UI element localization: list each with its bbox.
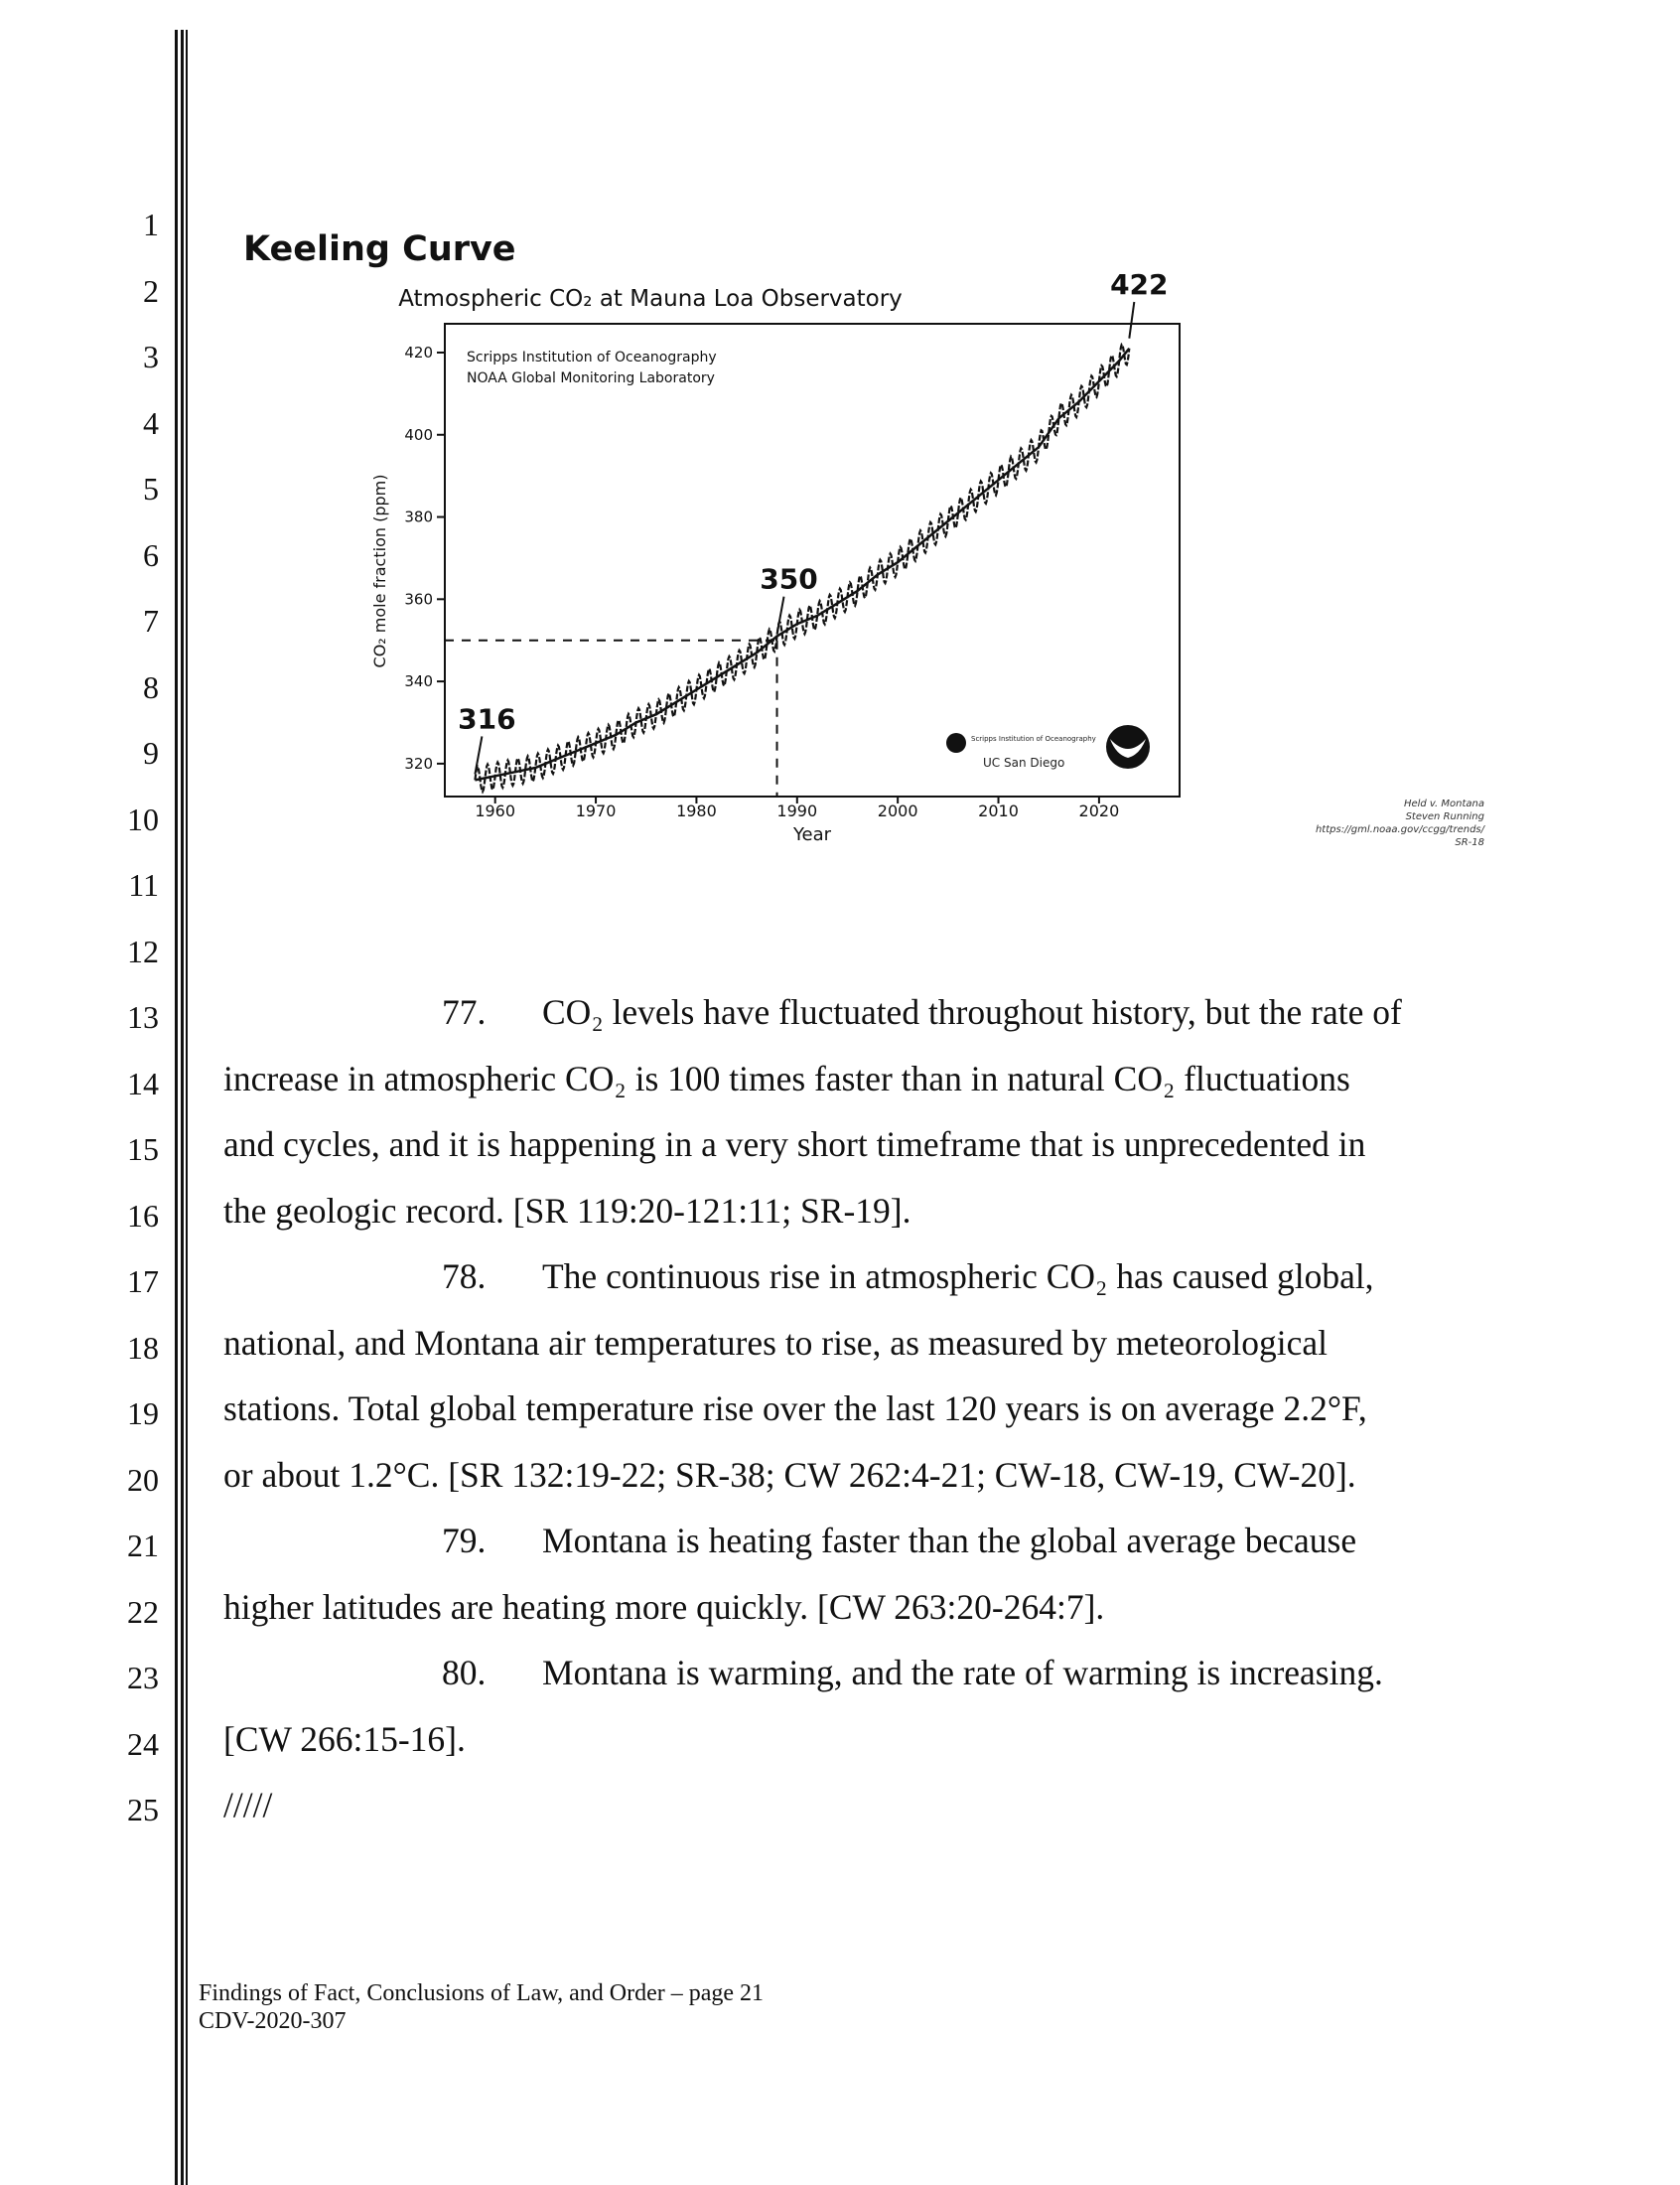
line-number: 1: [143, 207, 159, 242]
x-tick-label: 2020: [1078, 801, 1120, 820]
paragraph-number: 78.: [442, 1256, 487, 1296]
p78-line-2: national, and Montana air temperatures to rise, as measured by meteorological: [223, 1322, 1328, 1363]
trailing-mark: /////: [223, 1785, 273, 1824]
annotation-label: 350: [760, 562, 818, 596]
margin-rule-left-1: [175, 30, 178, 2185]
p79-line-1: 79. Montana is heating faster than the global average because: [223, 1508, 1484, 1574]
line-number: 16: [127, 1197, 159, 1234]
svg-text:Scripps Institution of Oceanog: Scripps Institution of Oceanography: [971, 735, 1096, 743]
paragraph-number: 79.: [442, 1521, 487, 1560]
x-tick-label: 2010: [978, 801, 1019, 820]
figure-credit: [1206, 798, 1484, 849]
line-number: 24: [127, 1725, 159, 1762]
p78-line-1: 78. The continuous rise in atmospheric CO₂ has caused global,: [223, 1243, 1484, 1310]
line-number: 23: [127, 1660, 159, 1695]
y-axis-ticks: [404, 344, 445, 773]
p77-line-3: and cycles, and it is happening in a very short timeframe that is unprecedented in: [223, 1124, 1366, 1164]
line-number: 10: [127, 801, 159, 837]
line-number: 25: [127, 1792, 159, 1827]
line-number: 12: [127, 933, 159, 969]
p77-line-1: 77. CO₂ levels have fluctuated throughout history, but the rate of: [223, 979, 1484, 1046]
line-number: 21: [127, 1528, 159, 1563]
p78-line-3: stations. Total global temperature rise over the last 120 years is on average 2.2°F,: [223, 1388, 1367, 1428]
x-tick-label: 1960: [475, 801, 516, 820]
legend-line-2: NOAA Global Monitoring Laboratory: [467, 370, 715, 386]
line-number: 11: [128, 867, 159, 903]
svg-text:NOAA: NOAA: [1119, 772, 1137, 779]
line-number: 9: [143, 735, 159, 771]
line-number: 4: [143, 404, 159, 441]
line-number: 15: [127, 1131, 159, 1167]
chart-title: Atmospheric CO₂ at Mauna Loa Observatory: [398, 286, 903, 312]
y-tick-label: 420: [404, 343, 433, 362]
y-axis-label: CO₂ mole fraction (ppm): [370, 474, 389, 668]
page-footer: [199, 1979, 764, 2035]
x-tick-label: 1990: [776, 801, 818, 820]
line-number: 14: [127, 1065, 159, 1101]
p80-line-2: [CW 266:15-16].: [223, 1718, 466, 1759]
line-number: 20: [127, 1461, 159, 1498]
margin-rule-left-2: [181, 30, 184, 2185]
y-tick-label: 360: [404, 590, 433, 609]
ucsd-logo: UC San Diego: [983, 756, 1065, 770]
line-number: 2: [143, 272, 159, 309]
line-number: 3: [143, 339, 159, 374]
credit-line-2: Steven Running: [1405, 811, 1484, 822]
line-number: 6: [143, 536, 159, 573]
footer-case-number: CDV-2020-307: [199, 2008, 347, 2034]
plot-frame: [445, 324, 1180, 797]
credit-line-3: https://gml.noaa.gov/ccgg/trends/: [1315, 824, 1484, 835]
p79-line-2: higher latitudes are heating more quickly. [CW 263:20-264:7].: [223, 1586, 1105, 1627]
line-number: 18: [127, 1329, 159, 1366]
annotation-pointer: [1129, 302, 1134, 339]
p77-line-4: the geologic record. [SR 119:20-121:11; SR-19].: [223, 1190, 911, 1231]
p78-line-4: or about 1.2°C. [SR 132:19-22; SR-38; CW 262:4-21; CW-18, CW-19, CW-20].: [223, 1454, 1356, 1495]
annotation-label: 316: [458, 702, 516, 736]
x-tick-label: 1980: [676, 801, 717, 820]
scripps-logo: [946, 733, 1096, 753]
y-tick-label: 320: [404, 754, 433, 773]
line-number: 17: [127, 1263, 159, 1299]
credit-line-1: Held v. Montana: [1403, 799, 1484, 809]
co2-chart: [228, 228, 1519, 874]
annotation-label: 422: [1110, 268, 1169, 301]
line-number: 5: [143, 471, 159, 507]
findings-body: [223, 979, 1484, 1838]
y-tick-label: 380: [404, 508, 433, 526]
credit-line-4: SR-18: [1455, 837, 1484, 848]
keeling-curve-figure: [228, 228, 1519, 874]
margin-rule-right: [186, 30, 188, 2185]
paragraph-number: 77.: [442, 992, 487, 1032]
x-axis-label: Year: [792, 824, 832, 845]
y-tick-label: 400: [404, 425, 433, 444]
x-axis-ticks: [475, 797, 1119, 820]
y-tick-label: 340: [404, 672, 433, 691]
x-tick-label: 2000: [877, 801, 918, 820]
x-tick-label: 1970: [575, 801, 617, 820]
p80-line-1: 80. Montana is warming, and the rate of warming is increasing.: [223, 1640, 1484, 1706]
figure-heading: Keeling Curve: [243, 229, 516, 269]
value-annotations: [458, 268, 1168, 774]
line-number: 22: [127, 1593, 159, 1630]
p77-line-2: increase in atmospheric CO₂ is 100 times faster than in natural CO₂ fluctuations: [223, 1058, 1350, 1098]
line-number: 8: [143, 668, 159, 705]
legend-line-1: Scripps Institution of Oceanography: [467, 350, 717, 365]
line-number: 7: [143, 603, 159, 639]
line-number: 13: [127, 999, 159, 1035]
noaa-logo: [1106, 725, 1150, 779]
footer-title: Findings of Fact, Conclusions of Law, and Order – page 21: [199, 1980, 765, 2006]
paragraph-number: 80.: [442, 1653, 487, 1692]
line-number: 19: [127, 1395, 159, 1431]
